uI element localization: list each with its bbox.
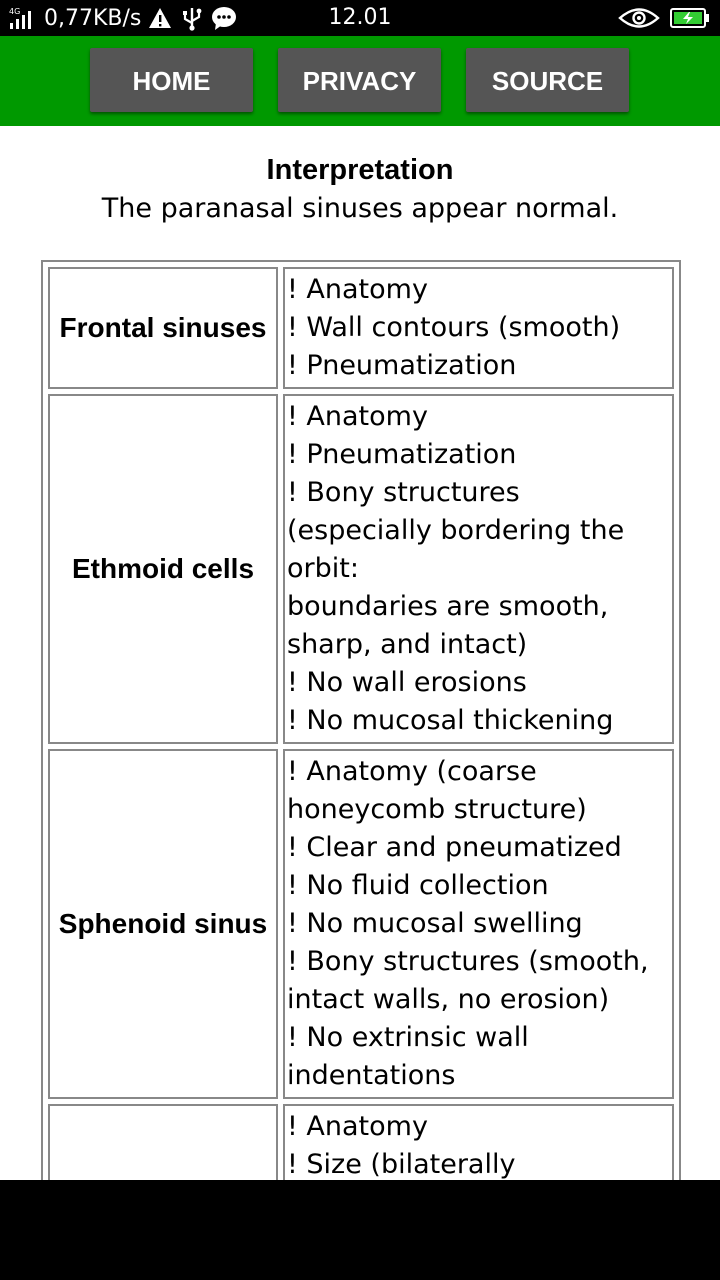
detail-line: ! No extrinsic wall indentations (287, 1022, 529, 1091)
detail-line: ! Bony structures (especially bordering the orbit: (287, 477, 625, 584)
home-button[interactable]: HOME (90, 48, 253, 112)
system-navigation-area (0, 1180, 720, 1280)
battery-icon (670, 7, 710, 29)
detail-line: ! Size (bilaterally (287, 1149, 516, 1180)
region-cell: Frontal sinuses (48, 267, 278, 389)
region-cell: Ethmoid cells (48, 394, 278, 744)
privacy-button[interactable]: PRIVACY (278, 48, 441, 112)
detail-line: ! Bony structures (smooth, intact walls, no erosion) (287, 946, 649, 1015)
eye-icon (618, 5, 660, 31)
content-area[interactable] (0, 126, 720, 1180)
table-row (48, 267, 674, 389)
detail-line: ! No wall erosions (287, 667, 527, 698)
top-nav-bar (0, 36, 720, 126)
detail-line: ! Clear and pneumatized (287, 832, 622, 863)
table-row (48, 749, 674, 1099)
detail-line: ! No fluid collection (287, 870, 549, 901)
network-speed: 0,77KB/s (44, 5, 142, 31)
status-bar (0, 0, 720, 36)
detail-line: ! No mucosal swelling (287, 908, 583, 939)
clock: 12.01 (328, 5, 392, 30)
detail-line: ! Anatomy (287, 401, 428, 432)
findings-table-wrapper (41, 260, 681, 1180)
detail-line: ! Wall contours (smooth) (287, 312, 621, 343)
network-type-label: 4G (9, 7, 21, 16)
detail-line: ! Anatomy (coarse honeycomb structure) (287, 756, 587, 825)
source-button[interactable]: SOURCE (466, 48, 629, 112)
region-cell (48, 1104, 278, 1180)
details-cell (283, 749, 674, 1099)
interpretation-text: The paranasal sinuses appear normal. (101, 193, 619, 224)
details-cell (283, 1104, 674, 1180)
region-cell: Sphenoid sinus (48, 749, 278, 1099)
detail-line: ! Anatomy (287, 274, 428, 305)
status-right (618, 4, 710, 32)
details-cell (283, 394, 674, 744)
detail-line: ! Anatomy (287, 1111, 428, 1142)
detail-line: ! No mucosal thickening (287, 705, 614, 736)
detail-line: ! Pneumatization (287, 439, 517, 470)
findings-table (41, 260, 681, 1180)
table-row (48, 394, 674, 744)
interpretation-title: Interpretation (266, 154, 454, 186)
table-row (48, 1104, 674, 1180)
details-cell (283, 267, 674, 389)
detail-line: ! Pneumatization (287, 350, 517, 381)
detail-line: boundaries are smooth, sharp, and intact) (287, 591, 609, 660)
